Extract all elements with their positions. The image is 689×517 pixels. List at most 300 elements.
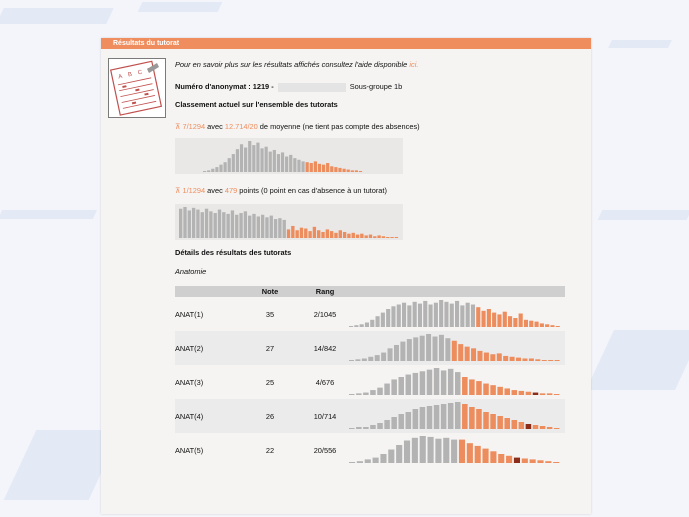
points-distribution-histogram — [175, 204, 403, 240]
table-row — [175, 433, 565, 467]
points-suffix: points (0 point en cas d'absence à un tutorat) — [239, 186, 387, 195]
histogram-bar-below-rank — [334, 167, 337, 172]
histogram-bar-below-rank — [519, 314, 523, 328]
histogram-bar-below-rank — [547, 393, 553, 395]
histogram-bar-below-rank — [529, 358, 534, 361]
row-distribution-histogram — [345, 365, 565, 397]
histogram-bar-above-rank — [420, 436, 426, 463]
histogram-bar-below-rank — [326, 163, 329, 172]
histogram-bar-above-rank — [211, 169, 214, 172]
histogram-bar-above-rank — [443, 438, 449, 463]
histogram-bar-above-rank — [404, 441, 410, 464]
histogram-bar-above-rank — [357, 461, 363, 463]
histogram-bar-above-rank — [428, 437, 434, 463]
histogram-bar-above-rank — [349, 462, 355, 463]
histogram-bar-above-rank — [420, 407, 426, 429]
histogram-bar-below-rank — [467, 443, 473, 463]
histogram-bar-below-rank — [535, 322, 539, 327]
histogram-bar-below-rank — [554, 428, 560, 429]
histogram-bar-below-rank — [482, 311, 486, 327]
histogram-bar-above-rank — [418, 304, 422, 327]
histogram-bar-above-rank — [226, 214, 229, 238]
panel-title: Résultats du tutorat — [101, 38, 591, 49]
rank-marker-icon: ⊼ — [175, 186, 181, 195]
histogram-bar-below-rank — [476, 409, 482, 429]
histogram-bar-below-rank — [477, 351, 482, 361]
info-text: Pour en savoir plus sur les résultats affichés consultez l'aide disponible — [175, 60, 408, 69]
histogram-bar-above-rank — [441, 370, 447, 395]
histogram-bar-above-rank — [370, 320, 374, 327]
histogram-bar-above-rank — [205, 209, 208, 238]
svg-text:C: C — [137, 69, 143, 77]
histogram-bar-above-rank — [196, 210, 199, 238]
histogram-bar-below-rank — [490, 414, 496, 429]
histogram-bar-above-rank — [201, 212, 204, 238]
histogram-bar-below-rank — [355, 170, 358, 172]
column-header-histogram — [345, 286, 565, 297]
histogram-bar-above-rank — [349, 326, 353, 327]
histogram-bar-above-rank — [289, 155, 292, 172]
histogram-bar-below-rank — [540, 323, 544, 327]
histogram-bar-above-rank — [260, 148, 263, 172]
ranking-average-line — [175, 122, 420, 131]
histogram-bar-above-rank — [248, 141, 251, 172]
histogram-bar-above-rank — [235, 215, 238, 238]
histogram-bar-above-rank — [274, 219, 277, 238]
histogram-bar-below-rank — [554, 394, 560, 395]
histogram-bar-below-rank — [497, 416, 503, 429]
histogram-bar-above-rank — [239, 213, 242, 238]
histogram-bar-below-rank — [452, 341, 457, 361]
histogram-bar-above-rank — [297, 160, 300, 172]
histogram-bar-above-rank — [252, 214, 255, 238]
table-row — [175, 297, 565, 331]
histogram-bar-below-rank — [533, 393, 539, 395]
histogram-bar-above-rank — [349, 360, 354, 361]
row-distribution-histogram — [345, 433, 565, 465]
histogram-bar-above-rank — [398, 377, 404, 395]
histogram-bar-below-rank — [330, 231, 333, 238]
note-value: 22 — [265, 445, 275, 455]
histogram-bar-below-rank — [360, 234, 363, 238]
histogram-bar-above-rank — [420, 336, 425, 361]
average-distribution-histogram — [175, 138, 403, 174]
histogram-bar-above-rank — [402, 303, 406, 327]
histogram-bar-above-rank — [365, 459, 371, 463]
histogram-bar-above-rank — [391, 379, 397, 395]
histogram-bar-below-rank — [342, 169, 345, 172]
histogram-bar-above-rank — [423, 301, 427, 327]
subject-label: Anatomie — [175, 267, 207, 276]
histogram-bar-below-rank — [377, 235, 380, 238]
histogram-bar-above-rank — [207, 170, 210, 172]
histogram-bar-above-rank — [450, 304, 454, 327]
exam-sheet-icon — [108, 58, 166, 118]
ue-name: ANAT(1) — [175, 309, 204, 319]
histogram-bar-below-rank — [490, 451, 496, 463]
histogram-bar-above-rank — [293, 158, 296, 172]
results-table — [175, 286, 565, 467]
histogram-bar-below-rank — [497, 387, 503, 395]
rank-marker-icon: ⊼ — [175, 122, 181, 131]
histogram-bar-above-rank — [285, 157, 288, 173]
histogram-bar-above-rank — [373, 458, 379, 463]
histogram-bar-above-rank — [427, 406, 433, 429]
rang-value: 14/842 — [305, 331, 345, 365]
histogram-bar-above-rank — [381, 353, 386, 361]
histogram-bar-above-rank — [406, 412, 412, 429]
histogram-bar-above-rank — [244, 148, 247, 172]
histogram-bar-above-rank — [281, 152, 284, 172]
histogram-bar-below-rank — [508, 316, 512, 327]
histogram-bar-below-rank — [356, 235, 359, 238]
histogram-bar-below-rank — [519, 422, 525, 429]
histogram-bar-below-rank — [540, 426, 546, 429]
histogram-bar-above-rank — [368, 357, 373, 361]
note-value: 26 — [235, 399, 305, 433]
histogram-bar-above-rank — [355, 359, 360, 361]
histogram-bar-below-rank — [490, 385, 496, 395]
histogram-bar-below-rank — [550, 325, 554, 327]
histogram-bar-above-rank — [460, 305, 464, 327]
histogram-bar-above-rank — [406, 375, 412, 395]
histogram-bar-below-rank — [556, 326, 560, 327]
histogram-bar-below-rank — [542, 360, 547, 361]
rank-points-connector: avec — [207, 186, 223, 195]
histogram-bar-below-rank — [547, 427, 553, 429]
histogram-bar-below-rank — [519, 391, 525, 395]
histogram-bar-below-rank — [503, 356, 508, 361]
histogram-bar-below-rank — [548, 360, 553, 361]
histogram-bar-above-rank — [388, 348, 393, 361]
histogram-bar-above-rank — [426, 334, 431, 361]
histogram-bar-above-rank — [396, 445, 402, 463]
histogram-bar-below-rank — [514, 458, 520, 463]
histogram-bar-above-rank — [413, 302, 417, 327]
histogram-bar-above-rank — [301, 161, 304, 172]
histogram-bar-above-rank — [363, 393, 369, 395]
histogram-bar-above-rank — [365, 323, 369, 328]
histogram-bar-below-rank — [330, 166, 333, 172]
histogram-bar-below-rank — [506, 456, 512, 463]
histogram-bar-below-rank — [343, 232, 346, 238]
histogram-bar-above-rank — [370, 425, 376, 429]
histogram-bar-above-rank — [236, 149, 239, 172]
column-header-ue — [175, 286, 235, 297]
histogram-bar-below-rank — [322, 165, 325, 172]
histogram-bar-below-rank — [469, 407, 475, 429]
histogram-bar-below-rank — [347, 234, 350, 238]
histogram-bar-below-rank — [487, 309, 491, 327]
histogram-bar-above-rank — [398, 414, 404, 429]
histogram-bar-above-rank — [349, 394, 355, 395]
rang-value: 2/1045 — [313, 309, 337, 319]
histogram-bar-below-rank — [510, 357, 515, 361]
histogram-bar-below-rank — [395, 237, 398, 238]
histogram-bar-above-rank — [256, 143, 259, 172]
histogram-bar-below-rank — [310, 163, 313, 172]
histogram-bar-above-rank — [386, 309, 390, 327]
histogram-bar-below-rank — [386, 237, 389, 238]
histogram-bar-below-rank — [504, 388, 510, 395]
histogram-bar-below-rank — [484, 353, 489, 361]
histogram-bar-below-rank — [492, 313, 496, 327]
ue-name: ANAT(4) — [175, 399, 235, 433]
row-distribution-histogram — [345, 399, 565, 431]
histogram-bar-below-rank — [459, 440, 465, 463]
histogram-bar-above-rank — [455, 402, 461, 429]
histogram-bar-above-rank — [397, 305, 401, 328]
histogram-bar-below-rank — [553, 462, 559, 463]
svg-text:B: B — [127, 71, 133, 79]
histogram-bar-below-rank — [295, 230, 298, 238]
histogram-bar-above-rank — [375, 355, 380, 361]
histogram-bar-above-rank — [407, 339, 412, 361]
histogram-bar-above-rank — [412, 438, 418, 463]
histogram-bar-above-rank — [376, 316, 380, 327]
histogram-bar-above-rank — [277, 154, 280, 172]
histogram-bar-below-rank — [504, 418, 510, 429]
histogram-bar-above-rank — [441, 404, 447, 429]
masked-name — [278, 83, 346, 92]
histogram-bar-above-rank — [451, 440, 457, 463]
histogram-bar-below-rank — [390, 237, 393, 238]
rank-average-connector: avec — [207, 122, 223, 131]
histogram-bar-above-rank — [257, 216, 260, 238]
histogram-bar-below-rank — [462, 377, 468, 395]
histogram-bar-below-rank — [516, 358, 521, 361]
histogram-bar-below-rank — [462, 404, 468, 429]
histogram-bar-above-rank — [377, 423, 383, 429]
histogram-bar-above-rank — [265, 217, 268, 238]
histogram-bar-below-rank — [313, 227, 316, 238]
histogram-bar-above-rank — [231, 210, 234, 238]
histogram-bar-below-rank — [497, 314, 501, 327]
histogram-bar-below-rank — [469, 379, 475, 395]
histogram-bar-above-rank — [381, 313, 385, 327]
histogram-bar-above-rank — [283, 220, 286, 238]
histogram-bar-above-rank — [219, 165, 222, 172]
ue-name: ANAT(5) — [175, 445, 204, 455]
histogram-bar-above-rank — [455, 301, 459, 327]
histogram-bar-below-rank — [498, 454, 504, 463]
histogram-bar-above-rank — [183, 207, 186, 238]
histogram-bar-above-rank — [466, 303, 470, 327]
details-heading: Détails des résultats des tutorats — [175, 248, 292, 257]
ranking-points-line — [175, 186, 387, 195]
histogram-bar-below-rank — [306, 162, 309, 172]
histogram-bar-above-rank — [362, 358, 367, 361]
rang-value: 10/714 — [305, 399, 345, 433]
histogram-bar-below-rank — [347, 170, 350, 172]
histogram-bar-below-rank — [338, 168, 341, 172]
histogram-bar-above-rank — [439, 300, 443, 327]
ranking-heading: Classement actuel sur l'ensemble des tutorats — [175, 100, 338, 109]
histogram-bar-above-rank — [188, 210, 191, 238]
histogram-bar-below-rank — [318, 164, 321, 172]
info-line — [175, 60, 418, 69]
histogram-bar-below-rank — [503, 312, 507, 327]
histogram-bar-below-rank — [530, 459, 536, 463]
histogram-bar-below-rank — [545, 324, 549, 327]
table-row — [175, 331, 565, 365]
histogram-bar-below-rank — [334, 233, 337, 238]
histogram-bar-above-rank — [448, 403, 454, 429]
histogram-bar-above-rank — [218, 210, 221, 238]
histogram-bar-below-rank — [526, 424, 532, 429]
column-header-note: Note — [235, 286, 305, 297]
rank-points: 1/1294 — [182, 186, 206, 195]
histogram-bar-below-rank — [458, 344, 463, 361]
histogram-bar-above-rank — [471, 305, 475, 328]
histogram-bar-above-rank — [380, 454, 386, 463]
histogram-bar-below-rank — [369, 235, 372, 238]
histogram-bar-below-rank — [314, 161, 317, 172]
histogram-bar-above-rank — [445, 338, 450, 361]
note-value: 35 — [265, 309, 275, 319]
histogram-bar-below-rank — [475, 446, 481, 463]
histogram-bar-above-rank — [179, 209, 182, 238]
histogram-bar-above-rank — [248, 216, 251, 238]
histogram-bar-above-rank — [360, 324, 364, 327]
histogram-bar-below-rank — [300, 228, 303, 238]
column-header-rang: Rang — [305, 286, 345, 297]
histogram-bar-above-rank — [400, 342, 405, 361]
histogram-bar-above-rank — [435, 439, 441, 463]
histogram-bar-above-rank — [413, 373, 419, 395]
histogram-bar-above-rank — [269, 152, 272, 172]
note-value: 27 — [235, 331, 305, 365]
table-header — [175, 286, 565, 297]
row-distribution-histogram — [345, 297, 565, 329]
histogram-bar-above-rank — [370, 390, 376, 395]
histogram-bar-above-rank — [377, 388, 383, 395]
histogram-bar-below-rank — [524, 320, 528, 327]
average-value: 12.714/20 — [224, 122, 258, 131]
rang-value: 20/556 — [313, 445, 337, 455]
histogram-bar-above-rank — [434, 303, 438, 327]
histogram-bar-above-rank — [391, 306, 395, 327]
histogram-bar-above-rank — [252, 145, 255, 172]
histogram-bar-above-rank — [349, 428, 355, 429]
histogram-bar-below-rank — [287, 229, 290, 238]
histogram-bar-below-rank — [482, 449, 488, 463]
rang-value: 4/676 — [315, 377, 335, 387]
histogram-bar-below-rank — [308, 231, 311, 238]
histogram-bar-above-rank — [224, 162, 227, 172]
histogram-bar-below-rank — [497, 353, 502, 361]
histogram-bar-below-rank — [373, 236, 376, 238]
histogram-bar-below-rank — [339, 230, 342, 238]
histogram-bar-below-rank — [529, 321, 533, 327]
histogram-bar-below-rank — [522, 459, 528, 464]
histogram-bar-above-rank — [265, 147, 268, 172]
histogram-bar-below-rank — [533, 425, 539, 429]
histogram-bar-above-rank — [356, 393, 362, 395]
points-value: 479 — [224, 186, 238, 195]
histogram-bar-below-rank — [291, 226, 294, 238]
histogram-bar-above-rank — [215, 167, 218, 172]
histogram-bar-below-rank — [465, 347, 470, 361]
histogram-bar-below-rank — [321, 232, 324, 238]
histogram-bar-below-rank — [535, 359, 540, 361]
histogram-bar-below-rank — [555, 360, 560, 361]
svg-text:A: A — [117, 73, 123, 81]
histogram-bar-above-rank — [448, 369, 454, 395]
histogram-bar-above-rank — [455, 372, 461, 395]
results-panel — [101, 38, 591, 514]
histogram-bar-above-rank — [192, 208, 195, 238]
histogram-bar-above-rank — [439, 335, 444, 361]
histogram-bar-below-rank — [545, 461, 551, 463]
histogram-bar-below-rank — [317, 230, 320, 238]
identity-line — [175, 82, 402, 92]
note-value: 25 — [265, 377, 275, 387]
histogram-bar-below-rank — [476, 381, 482, 395]
histogram-bar-below-rank — [483, 384, 489, 395]
histogram-bar-above-rank — [384, 420, 390, 429]
histogram-bar-above-rank — [407, 305, 411, 327]
anonymity-number: Numéro d'anonymat : 1219 - — [175, 82, 274, 91]
histogram-bar-below-rank — [483, 412, 489, 429]
histogram-bar-below-rank — [522, 358, 527, 361]
histogram-bar-above-rank — [232, 154, 235, 172]
histogram-bar-above-rank — [388, 450, 394, 464]
help-link[interactable]: ici. — [409, 60, 419, 69]
histogram-bar-below-rank — [382, 236, 385, 238]
histogram-bar-above-rank — [429, 305, 433, 328]
histogram-bar-above-rank — [240, 144, 243, 172]
table-row — [175, 399, 565, 433]
histogram-bar-above-rank — [261, 215, 264, 238]
histogram-bar-below-rank — [512, 390, 518, 395]
table-row — [175, 365, 565, 399]
histogram-bar-below-rank — [351, 170, 354, 172]
ue-name: ANAT(2) — [175, 331, 235, 365]
histogram-bar-above-rank — [270, 216, 273, 238]
histogram-bar-above-rank — [363, 427, 369, 429]
histogram-bar-below-rank — [513, 318, 517, 327]
histogram-bar-above-rank — [222, 212, 225, 238]
histogram-bar-above-rank — [273, 150, 276, 172]
histogram-bar-below-rank — [471, 348, 476, 361]
row-distribution-histogram — [345, 331, 565, 363]
histogram-bar-below-rank — [364, 235, 367, 238]
histogram-bar-above-rank — [244, 211, 247, 238]
histogram-bar-above-rank — [434, 405, 440, 429]
histogram-bar-above-rank — [384, 384, 390, 395]
histogram-bar-below-rank — [537, 460, 543, 463]
histogram-bar-above-rank — [394, 345, 399, 361]
histogram-bar-below-rank — [526, 392, 532, 395]
histogram-bar-above-rank — [413, 337, 418, 361]
histogram-bar-below-rank — [359, 171, 362, 172]
histogram-bar-below-rank — [540, 393, 546, 395]
histogram-bar-above-rank — [203, 171, 206, 172]
histogram-bar-above-rank — [420, 371, 426, 395]
histogram-bar-above-rank — [278, 218, 281, 238]
histogram-bar-below-rank — [476, 307, 480, 327]
histogram-bar-above-rank — [444, 302, 448, 327]
histogram-bar-above-rank — [391, 417, 397, 429]
histogram-bar-below-rank — [352, 233, 355, 238]
average-suffix: de moyenne (ne tient pas compte des absences) — [259, 122, 420, 131]
histogram-bar-above-rank — [209, 211, 212, 238]
histogram-bar-above-rank — [433, 337, 438, 361]
histogram-bar-below-rank — [326, 229, 329, 238]
histogram-bar-below-rank — [490, 354, 495, 361]
ue-name: ANAT(3) — [175, 377, 204, 387]
